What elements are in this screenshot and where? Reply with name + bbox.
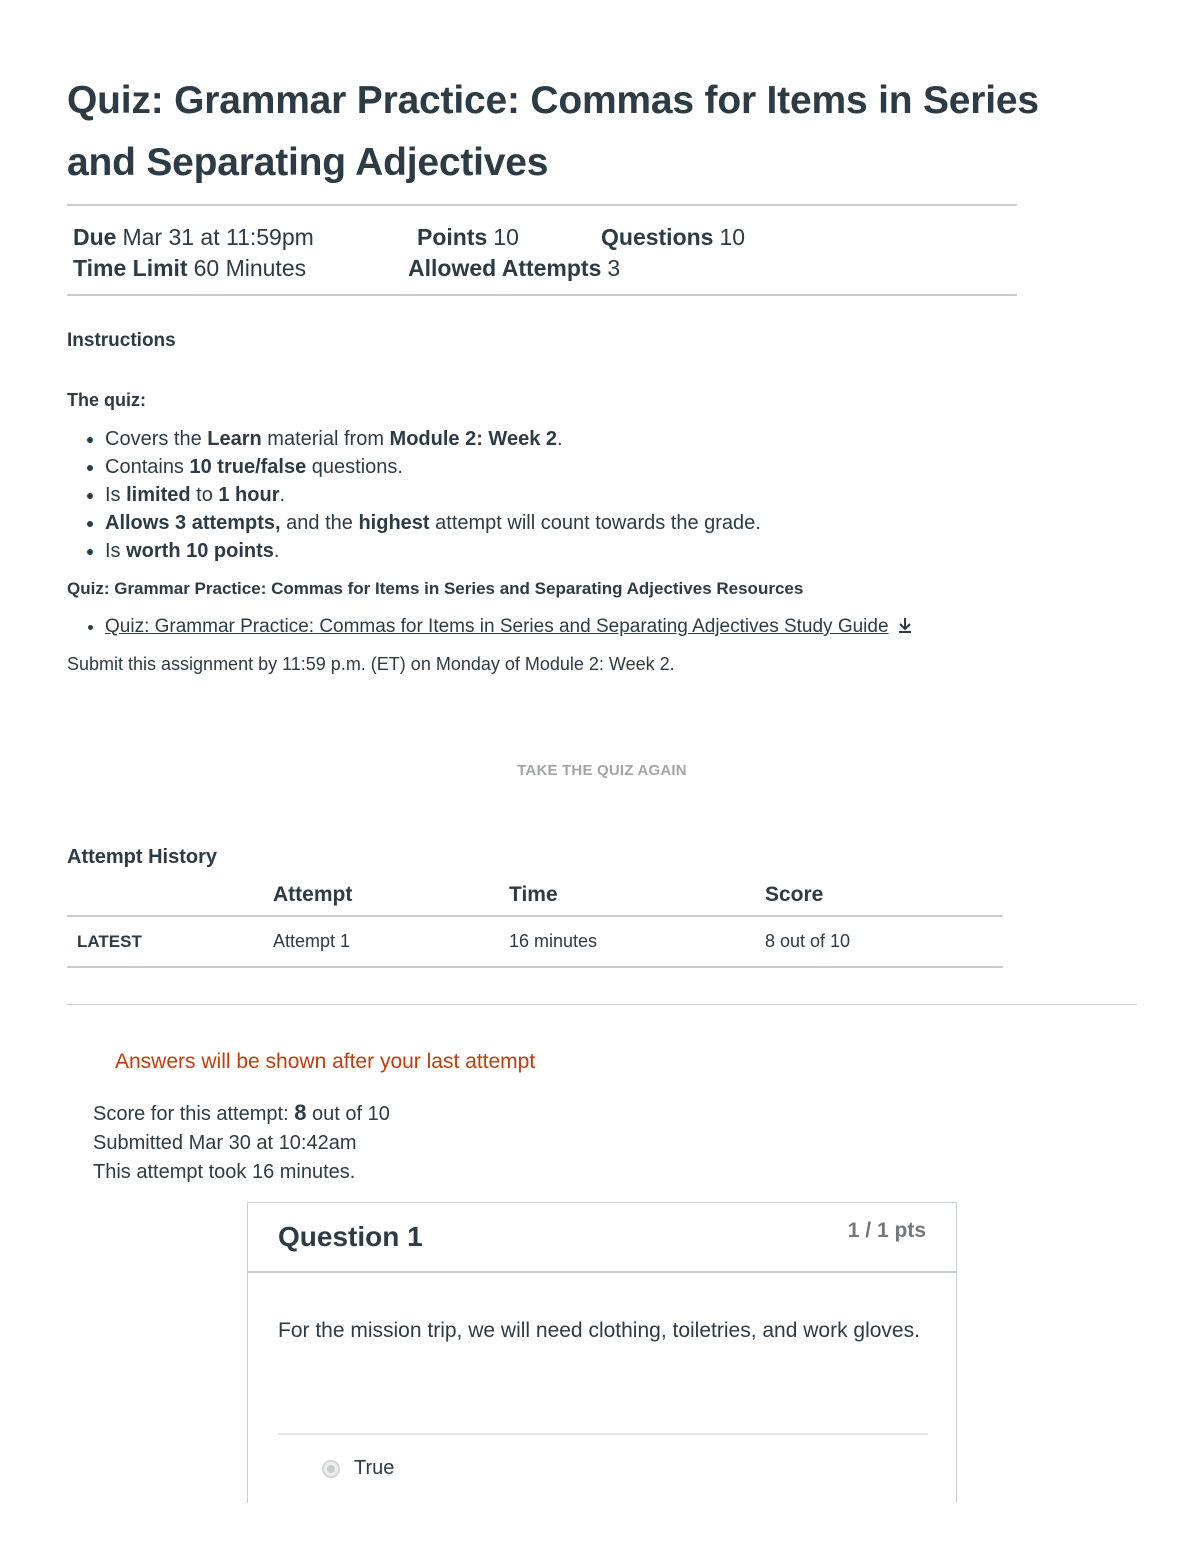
- quiz-page: [67, 70, 1137, 1479]
- quiz-rules-list: [67, 425, 1137, 565]
- list-item: [105, 509, 1137, 537]
- points-value: 10: [493, 224, 519, 250]
- divider: [67, 1004, 1137, 1005]
- question-title: Question 1: [278, 1221, 423, 1252]
- points-detail: [417, 224, 519, 251]
- due-detail: [73, 224, 314, 251]
- text: Is: [105, 540, 127, 562]
- text: Is: [105, 484, 127, 506]
- attempt-score: 8 out of 10: [765, 916, 1003, 967]
- score-value: 8: [294, 1100, 307, 1125]
- text: highest: [358, 512, 430, 534]
- list-item: [105, 537, 1137, 565]
- text: limited: [126, 484, 191, 506]
- text: and the: [280, 512, 359, 534]
- text: Learn: [207, 428, 262, 450]
- list-item: [105, 453, 1137, 481]
- allowed-attempts-detail: [408, 255, 620, 282]
- question-header: [248, 1203, 956, 1273]
- duration-line: This attempt took 16 minutes.: [93, 1161, 356, 1183]
- allowed-attempts-label: Allowed Attempts: [408, 255, 602, 281]
- table-row: [67, 916, 1003, 967]
- divider: [278, 1433, 928, 1435]
- questions-detail: [601, 224, 745, 251]
- instructions-heading: Instructions: [67, 330, 176, 351]
- text: Covers the: [105, 428, 208, 450]
- text: to: [190, 484, 219, 506]
- allowed-attempts-value: 3: [607, 255, 621, 281]
- answer-option-true: [322, 1457, 394, 1480]
- due-value: Mar 31 at 11:59pm: [122, 224, 314, 250]
- text: material from: [261, 428, 390, 450]
- points-label: Points: [417, 224, 488, 250]
- study-guide-link[interactable]: Quiz: Grammar Practice: Commas for Items in Series and Separating Adjectives Study Guide: [105, 616, 889, 637]
- list-item: [105, 613, 1137, 644]
- answers-note: Answers will be shown after your last attempt: [115, 1050, 536, 1073]
- question-points: 1 / 1 pts: [847, 1219, 926, 1242]
- attempt-link[interactable]: Attempt 1: [273, 916, 509, 967]
- text: .: [557, 428, 563, 450]
- radio-button: [322, 1460, 340, 1478]
- text: worth 10 points: [126, 540, 274, 562]
- text: Allows 3 attempts,: [105, 512, 281, 534]
- column-header: Time: [509, 879, 765, 916]
- resources-list: [67, 613, 1137, 644]
- submitted-line: Submitted Mar 30 at 10:42am: [93, 1132, 357, 1154]
- score-total: out of 10: [306, 1103, 390, 1125]
- latest-badge: LATEST: [67, 916, 273, 967]
- attempt-history-heading: Attempt History: [67, 846, 218, 868]
- text: questions.: [306, 456, 403, 478]
- take-quiz-again-button[interactable]: TAKE THE QUIZ AGAIN: [517, 762, 687, 779]
- download-icon[interactable]: [895, 615, 915, 644]
- column-header: Score: [765, 879, 1003, 916]
- text: .: [273, 540, 280, 562]
- list-item: [105, 425, 1137, 453]
- text: 1 hour: [218, 484, 280, 506]
- submit-note: Submit this assignment by 11:59 p.m. (ET) on Monday of Module 2: Week 2.: [67, 654, 675, 674]
- column-header: [67, 879, 273, 916]
- divider: [67, 294, 1017, 296]
- text: attempt will count towards the grade.: [429, 512, 761, 534]
- text: .: [279, 484, 286, 506]
- attempt-history: [67, 846, 1007, 968]
- question-card: [247, 1202, 957, 1503]
- quiz-details: [67, 206, 1137, 294]
- questions-label: Questions: [601, 224, 714, 250]
- attempt-history-table: [67, 879, 1003, 968]
- table-header-row: [67, 879, 1003, 916]
- quiz-subheading: The quiz:: [67, 390, 146, 410]
- text: Module 2: Week 2: [389, 428, 557, 450]
- time-limit-value: 60 Minutes: [193, 255, 307, 281]
- answer-label: True: [354, 1457, 395, 1479]
- question-text: For the mission trip, we will need clothing, toiletries, and work gloves.: [278, 1319, 920, 1342]
- due-label: Due: [73, 224, 117, 250]
- questions-value: 10: [719, 224, 746, 250]
- time-limit-detail: [73, 255, 306, 282]
- list-item: [105, 481, 1137, 509]
- page-title: Quiz: Grammar Practice: Commas for Items in Series and Separating Adjectives: [67, 79, 1039, 184]
- text: 10 true/false: [189, 456, 307, 478]
- resources-heading: Quiz: Grammar Practice: Commas for Items in Series and Separating Adjectives Resources: [67, 579, 804, 598]
- attempt-time: 16 minutes: [509, 916, 765, 967]
- time-limit-label: Time Limit: [73, 255, 188, 281]
- attempt-summary: [93, 1098, 390, 1187]
- text: Contains: [105, 456, 190, 478]
- score-label: Score for this attempt:: [93, 1103, 295, 1125]
- score-line: [93, 1098, 390, 1129]
- column-header: Attempt: [273, 879, 509, 916]
